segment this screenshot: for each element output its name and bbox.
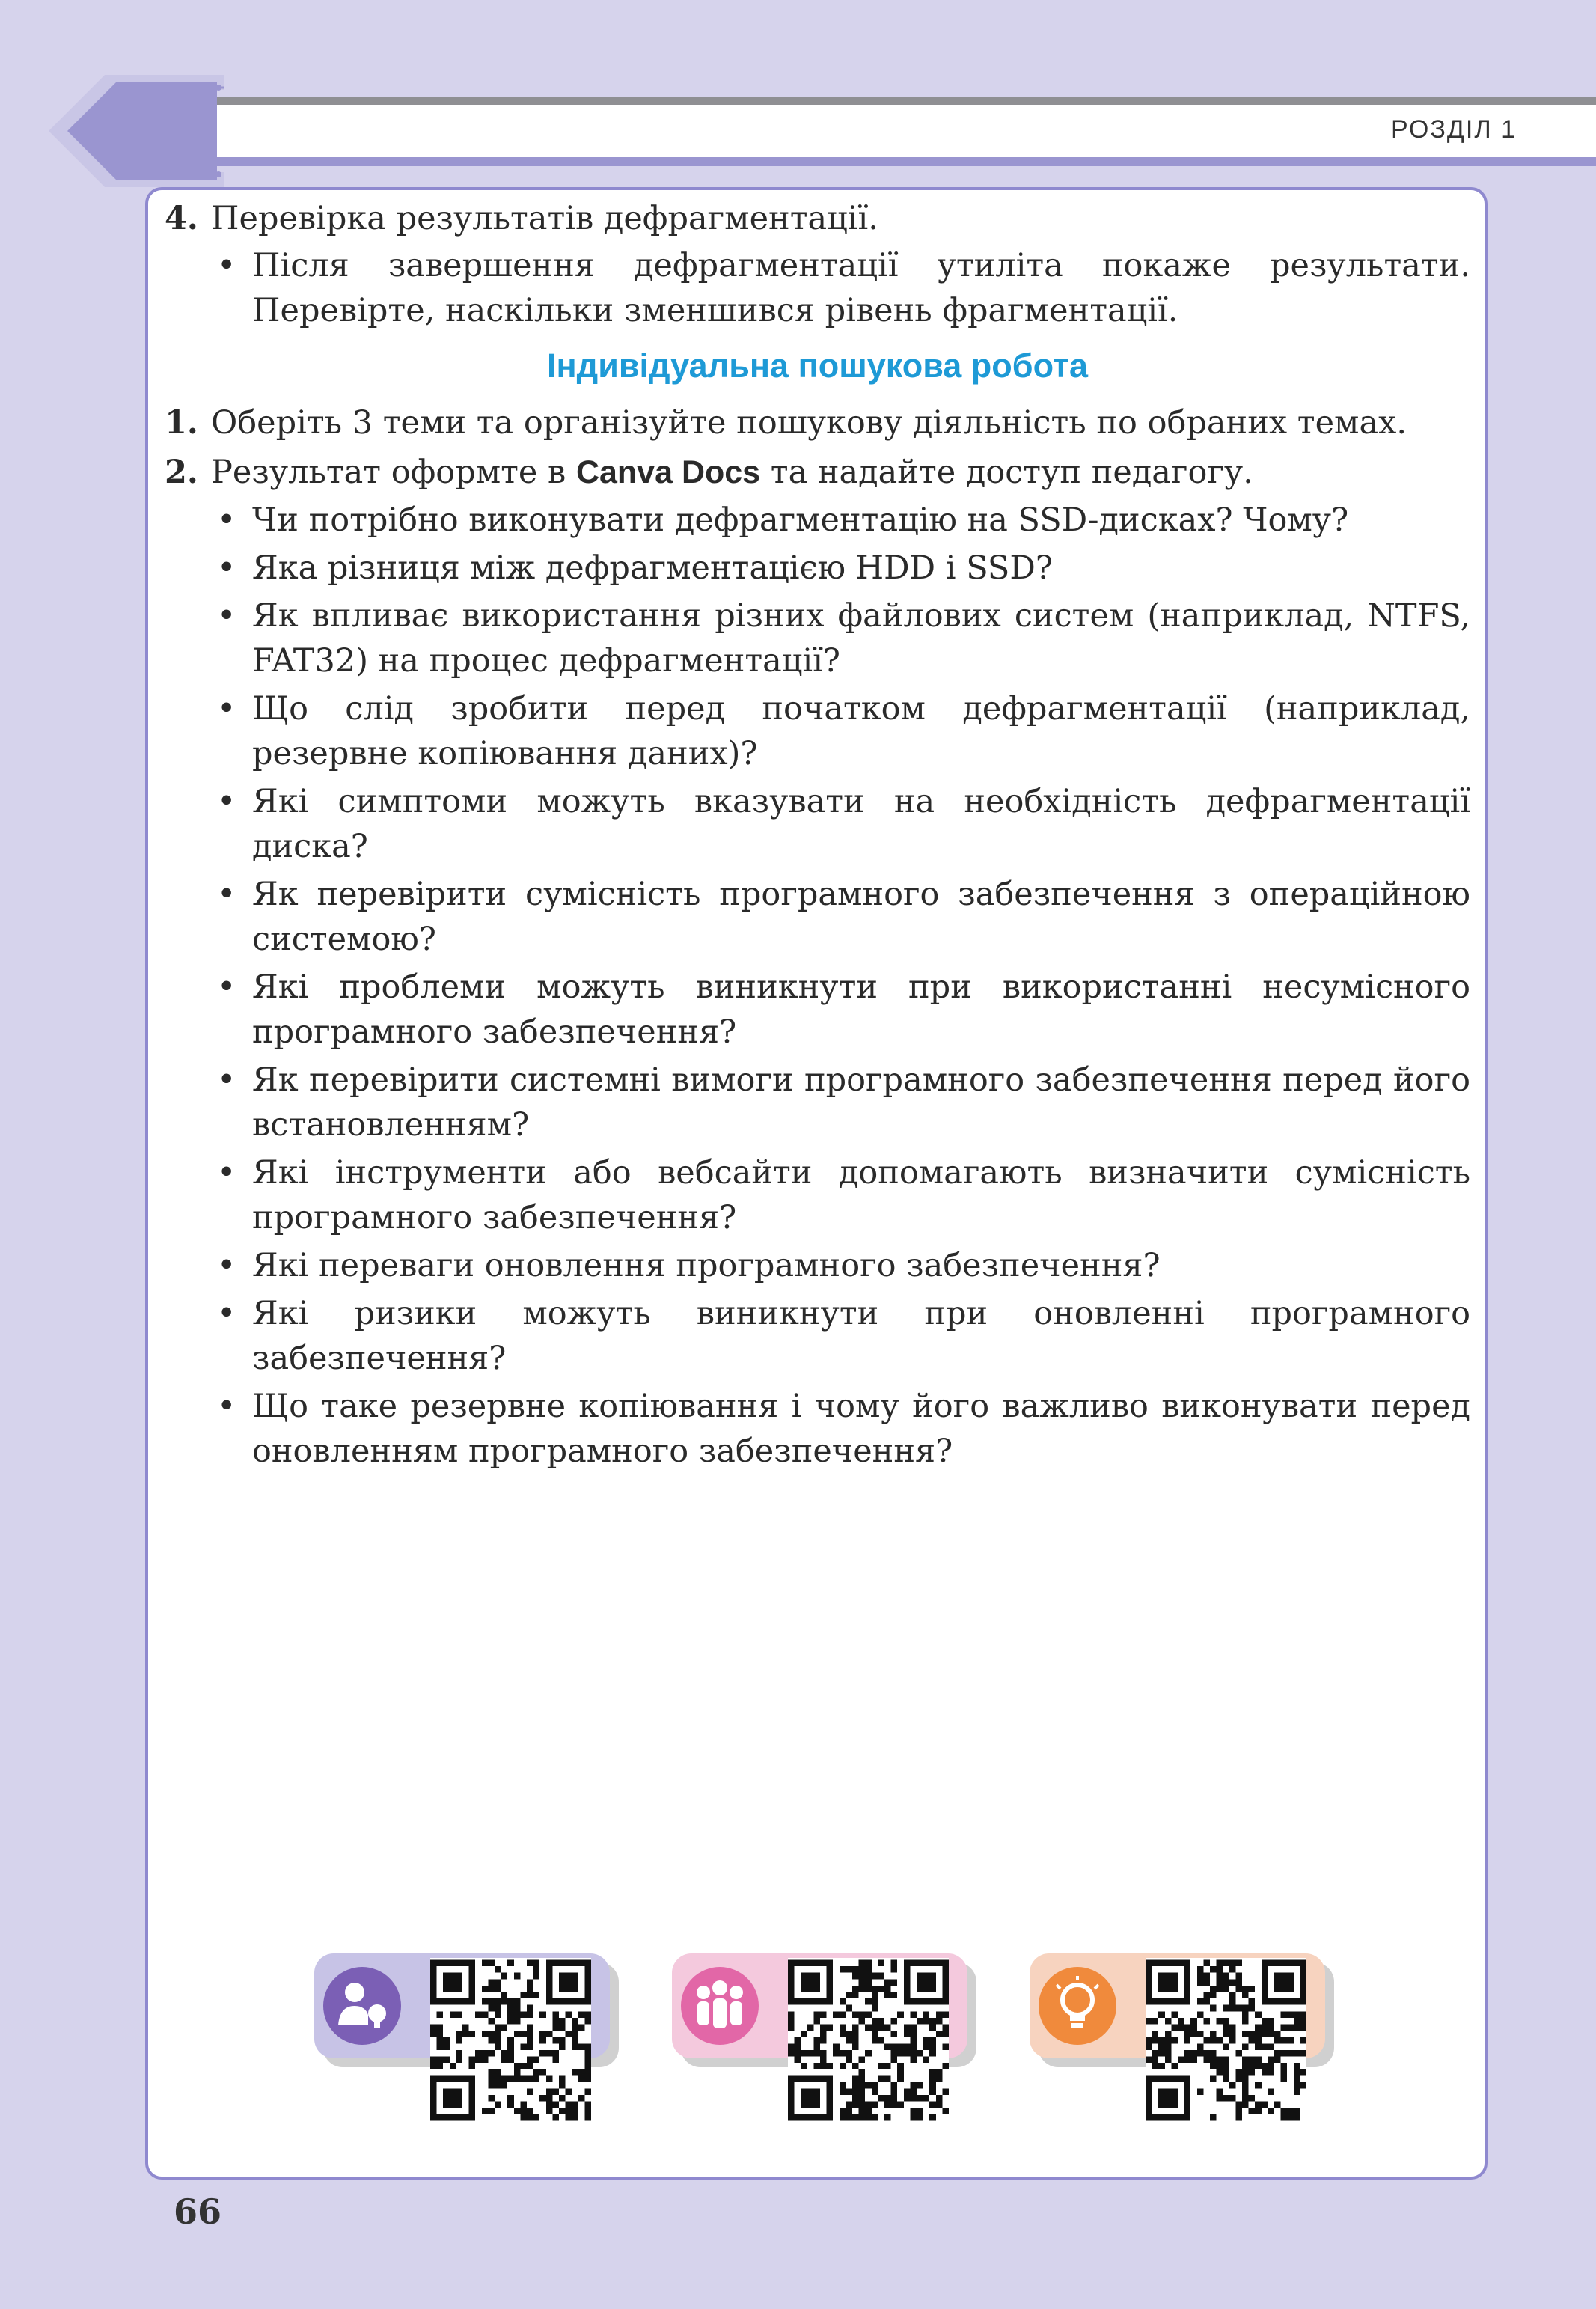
task-number: 2. [165, 454, 198, 491]
task-text-before: Результат оформте в [211, 454, 576, 491]
chevron-left-icon [45, 71, 224, 191]
list-item-text: Яка різниця між дефрагментацією HDD і SSD? [252, 549, 1053, 587]
qr-code[interactable] [1146, 1958, 1306, 2123]
question-list [165, 498, 1470, 1474]
bullet-dot: • [217, 876, 236, 913]
list-item-text: Як перевірити системні вимоги програмного забезпечення перед його встановленням? [252, 1061, 1470, 1144]
list-item [165, 498, 1470, 543]
bullet-dot: • [217, 1061, 236, 1099]
list-item [165, 1150, 1470, 1240]
header-accent-line [112, 157, 1596, 166]
qr-card-1[interactable] [314, 1953, 610, 2058]
lightbulb-icon [1039, 1967, 1116, 2045]
list-item-text: Які симптоми можуть вказувати на необхідність дефрагментації диска? [252, 783, 1470, 865]
bullet-dot: • [217, 247, 236, 284]
bullet-text: Після завершення дефрагментації утиліта покаже результати. Перевірте, наскільки зменшився рівень фрагментації. [252, 247, 1470, 329]
list-item-text: Які ризики можуть виникнути при оновленні програмного забезпечення? [252, 1295, 1470, 1377]
list-item [165, 965, 1470, 1055]
list-item [165, 1291, 1470, 1381]
step-number: 4. [165, 200, 198, 237]
task-number: 1. [165, 404, 198, 442]
list-item-text: Які переваги оновлення програмного забезпечення? [252, 1247, 1161, 1284]
section-heading: Індивідуальна пошукова робота [546, 347, 1089, 385]
bullet-dot: • [217, 1247, 236, 1284]
brand-name: Canva Docs [575, 454, 761, 490]
list-item-text: Що слід зробити перед початком дефрагментації (наприклад, резервне копіювання даних)? [252, 690, 1470, 772]
list-item [165, 872, 1470, 962]
list-item-text: Які проблеми можуть виникнути при використанні несумісного програмного забезпечення? [252, 969, 1470, 1051]
bullet-dot: • [217, 597, 236, 635]
qr-code[interactable] [430, 1958, 591, 2123]
person-idea-icon [323, 1967, 401, 2045]
list-item-text: Які інструменти або вебсайти допомагають визначити сумісність програмного забезпечення? [252, 1154, 1470, 1236]
list-item-text: Що таке резервне копіювання і чому його важливо виконувати перед оновленням програмного забезпечення? [252, 1388, 1470, 1470]
list-item [165, 779, 1470, 869]
step-4-bullet [165, 243, 1470, 333]
list-item [165, 1384, 1470, 1474]
qr-card-2[interactable] [672, 1953, 967, 2058]
task-1 [165, 400, 1470, 445]
header-band [112, 97, 1596, 157]
bullet-dot: • [217, 969, 236, 1006]
bullet-dot: • [217, 1388, 236, 1425]
text-block [165, 196, 1470, 1477]
list-item-text: Як впливає використання різних файлових систем (наприклад, NTFS, FAT32) на процес дефрагментації? [252, 597, 1470, 680]
task-text-after: та надайте доступ педагогу. [760, 454, 1253, 491]
task-text: Оберіть 3 теми та організуйте пошукову діяльність по обраних темах. [211, 404, 1407, 442]
qr-code[interactable] [788, 1958, 949, 2123]
group-icon [681, 1967, 759, 2045]
section-label: РОЗДІЛ 1 [1390, 115, 1517, 144]
list-item [165, 546, 1470, 591]
qr-card-3[interactable] [1030, 1953, 1325, 2058]
bullet-dot: • [217, 783, 236, 820]
step-title: Перевірка результатів дефрагментації. [211, 200, 878, 237]
page-number: 66 [174, 2191, 222, 2232]
list-item-text: Як перевірити сумісність програмного забезпечення з операційною системою? [252, 876, 1470, 958]
task-2 [165, 450, 1470, 495]
bullet-dot: • [217, 549, 236, 587]
list-item-text: Чи потрібно виконувати дефрагментацію на SSD-дисках? Чому? [252, 501, 1349, 539]
bullet-dot: • [217, 690, 236, 728]
list-item [165, 686, 1470, 776]
bullet-dot: • [217, 1295, 236, 1332]
bullet-dot: • [217, 1154, 236, 1192]
list-item [165, 1243, 1470, 1288]
bullet-dot: • [217, 501, 236, 539]
list-item [165, 1058, 1470, 1147]
step-4 [165, 196, 1470, 241]
list-item [165, 594, 1470, 683]
